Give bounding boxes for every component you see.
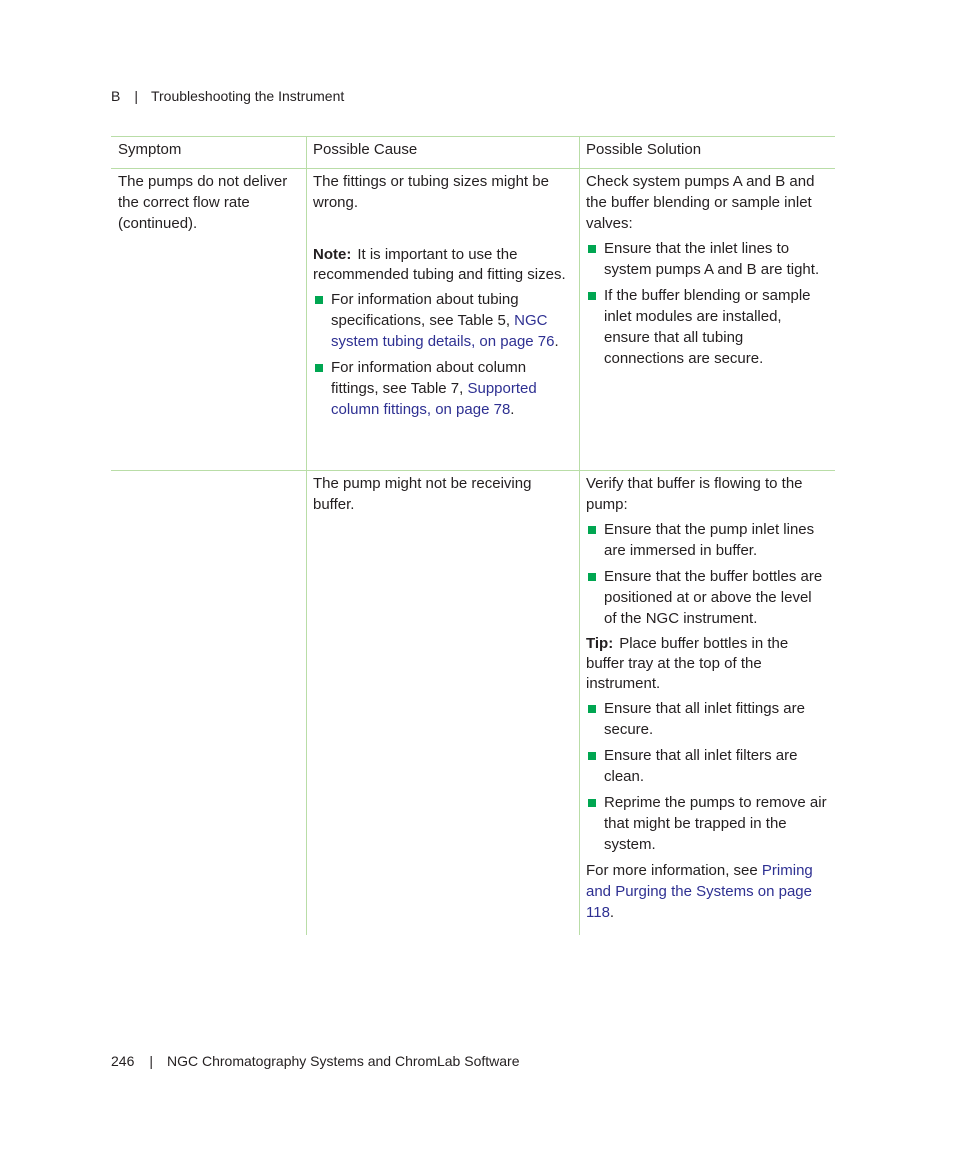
- square-bullet-icon: [588, 245, 596, 253]
- square-bullet-icon: [588, 752, 596, 760]
- list-item: For information about tubing specifications, see Table 5, NGC system tubing details, on page 76.: [313, 289, 567, 352]
- solution-bullet-list: [586, 698, 827, 855]
- cause-text: The pump might not be receiving buffer.: [313, 475, 532, 513]
- running-footer: [111, 1052, 519, 1070]
- possible-solution-cell: [579, 169, 835, 470]
- header-separator: |: [134, 88, 138, 104]
- table-row: [111, 471, 835, 935]
- square-bullet-icon: [588, 526, 596, 534]
- list-item: Ensure that the pump inlet lines are immersed in buffer.: [586, 519, 827, 561]
- footer-separator: |: [149, 1053, 153, 1069]
- priming-purging-link[interactable]: Priming and Purging the Systems on page 118: [586, 862, 813, 921]
- list-item: Ensure that all inlet filters are clean.: [586, 745, 827, 787]
- list-item: Ensure that the inlet lines to system pumps A and B are tight.: [586, 238, 827, 280]
- tip: [586, 634, 827, 694]
- tip-text: Place buffer bottles in the buffer tray at the top of the instrument.: [586, 635, 789, 692]
- possible-cause-cell: [306, 169, 579, 470]
- square-bullet-icon: [588, 799, 596, 807]
- book-title: NGC Chromatography Systems and ChromLab Software: [167, 1053, 520, 1069]
- table-row: [111, 169, 835, 471]
- troubleshooting-table: [111, 136, 835, 935]
- solution-bullet-list: [586, 519, 827, 629]
- symptom-cell: [111, 471, 306, 935]
- square-bullet-icon: [315, 364, 323, 372]
- running-header: [111, 87, 344, 105]
- square-bullet-icon: [588, 573, 596, 581]
- table-header-row: [111, 137, 835, 169]
- note-text: It is important to use the recommended tubing and fitting sizes.: [313, 246, 566, 283]
- list-item: For information about column fittings, see Table 7, Supported column fittings, on page 78.: [313, 357, 567, 420]
- symptom-text: The pumps do not deliver the correct flow rate (continued).: [118, 173, 288, 232]
- column-header-possible-solution: Possible Solution: [579, 137, 835, 168]
- page-number: 246: [111, 1053, 135, 1069]
- list-item: Ensure that all inlet fittings are secure.: [586, 698, 827, 740]
- note: [313, 245, 567, 285]
- appendix-letter: B: [111, 88, 121, 104]
- column-header-possible-cause: Possible Cause: [306, 137, 579, 168]
- square-bullet-icon: [315, 296, 323, 304]
- symptom-cell: [111, 169, 306, 470]
- list-item: If the buffer blending or sample inlet modules are installed, ensure that all tubing connections are secure.: [586, 285, 827, 369]
- column-fittings-link[interactable]: Supported column fittings, on page 78: [331, 380, 537, 418]
- solution-intro: Check system pumps A and B and the buffer blending or sample inlet valves:: [586, 173, 815, 232]
- note-label: Note:: [313, 246, 352, 263]
- more-info: For more information, see Priming and Purging the Systems on page 118.: [586, 862, 813, 921]
- solution-bullet-list: [586, 238, 827, 369]
- list-item: Ensure that the buffer bottles are positioned at or above the level of the NGC instrument.: [586, 566, 827, 629]
- possible-solution-cell: [579, 471, 835, 935]
- solution-intro: Verify that buffer is flowing to the pump:: [586, 475, 803, 513]
- list-item: Reprime the pumps to remove air that might be trapped in the system.: [586, 792, 827, 855]
- square-bullet-icon: [588, 292, 596, 300]
- cause-bullet-list: [313, 289, 567, 420]
- column-header-symptom: Symptom: [118, 141, 182, 158]
- tubing-details-link[interactable]: NGC system tubing details, on page 76: [331, 312, 555, 350]
- tip-label: Tip:: [586, 635, 614, 652]
- possible-cause-cell: [306, 471, 579, 935]
- square-bullet-icon: [588, 705, 596, 713]
- cause-text: The fittings or tubing sizes might be wrong.: [313, 173, 549, 211]
- chapter-title: Troubleshooting the Instrument: [150, 88, 345, 104]
